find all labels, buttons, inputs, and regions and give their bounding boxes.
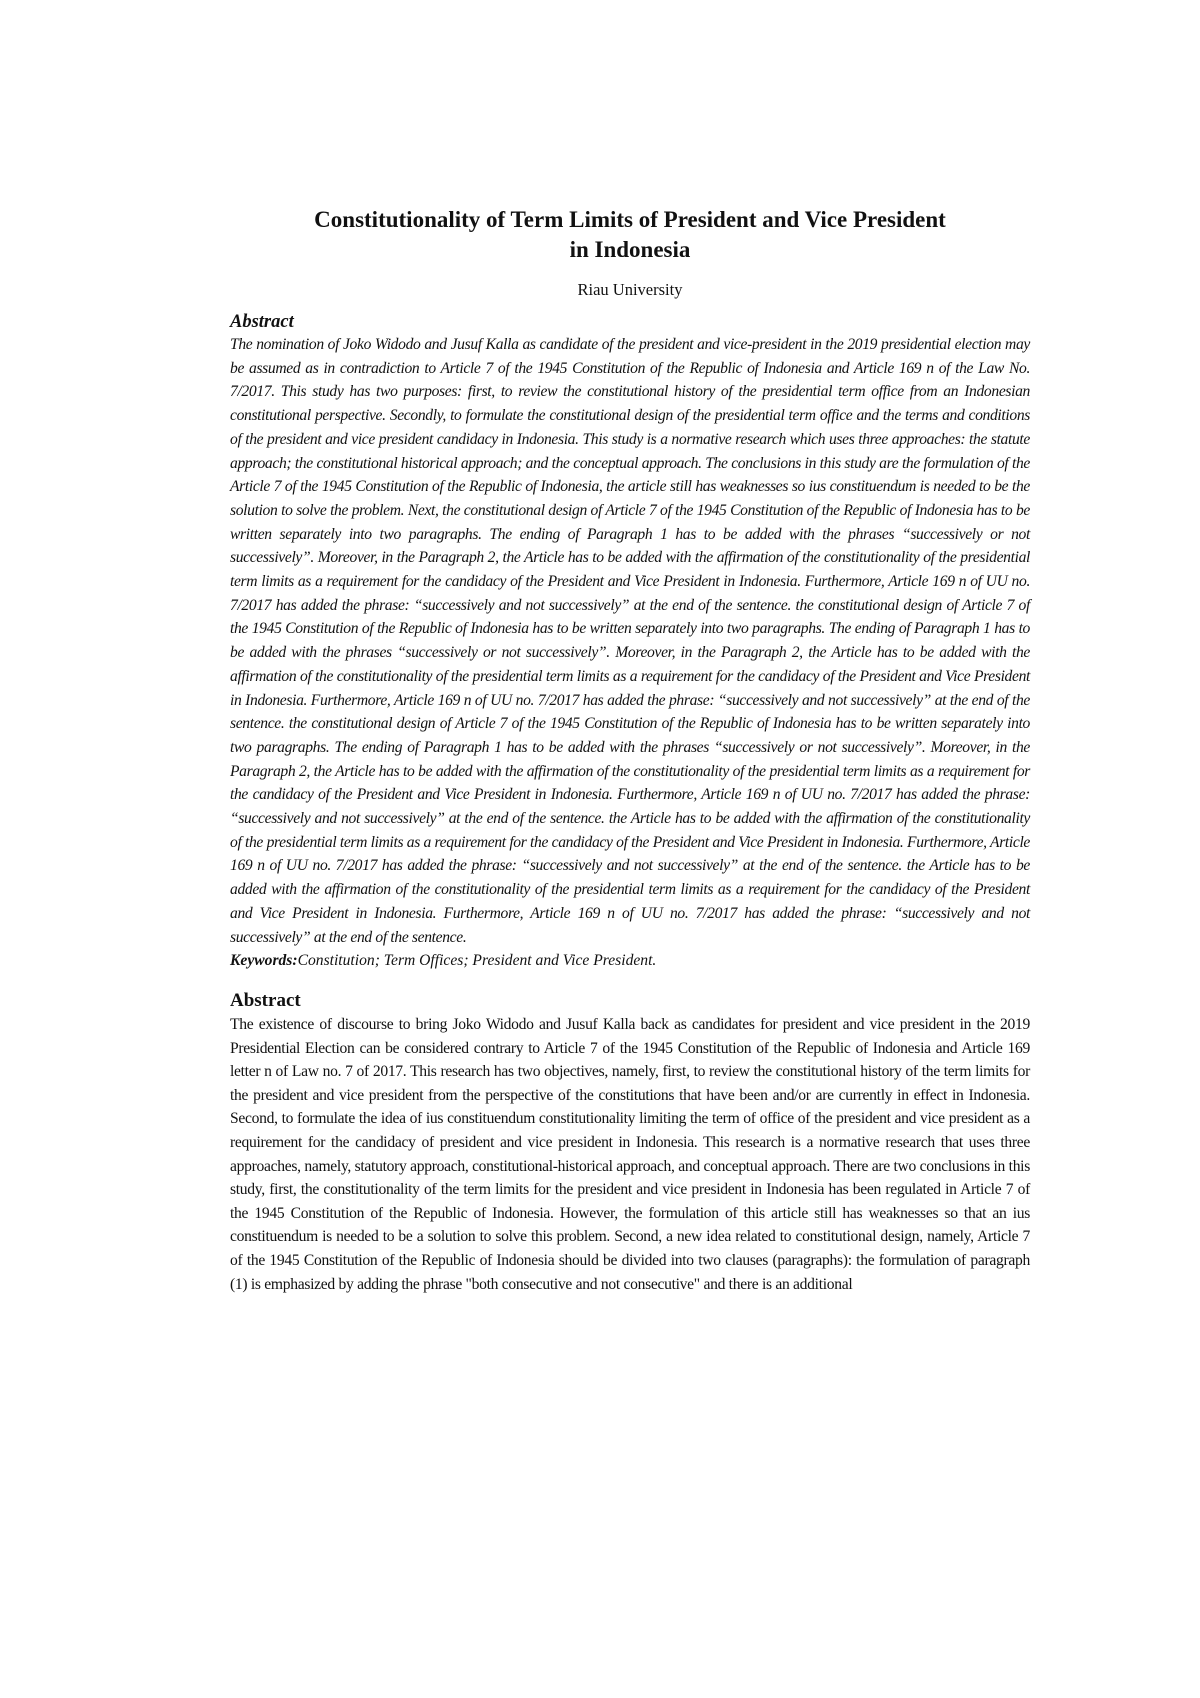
paper-page xyxy=(230,205,1030,1296)
abstract-indonesian-heading: Abstract xyxy=(230,312,294,332)
paper-title-line-2: in Indonesia xyxy=(569,237,691,262)
keywords xyxy=(230,949,1030,973)
keywords-label: Keywords: xyxy=(230,952,298,970)
paper-title xyxy=(230,205,1030,265)
abstract-indonesian-text: The nomination of Joko Widodo and Jusuf Kalla as candidate of the president and vice-president in the 2019 presidential election may be assumed as in contradiction to Article 7 of the 1945 Constitution of the Republic of Indonesia and Article 169 n of the Law No. 7/2017. This study has two purposes: first, to review the constitutional history of the presidential term office from an Indonesian constitutional perspective. Secondly, to formulate the constitutional design of the presidential term office and the terms and conditions of the president and vice president candidacy in Indonesia. This study is a normative research which uses three approaches: the statute approach; the constitutional historical approach; and the conceptual approach. The conclusions in this study are the formulation of the Article 7 of the 1945 Constitution of the Republic of Indonesia, the article still has weaknesses so ius constituendum is needed to be the solution to solve the problem. Next, the constitutional design of Article 7 of the 1945 Constitution of the Republic of Indonesia has to be written separately into two paragraphs. The ending of Paragraph 1 has to be added with the phrases “successively or not successively”. Moreover, in the Paragraph 2, the Article has to be added with the affirmation of the constitutionality of the presidential term limits as a requirement for the candidacy of the President and Vice President in Indonesia. Furthermore, Article 169 n of UU no. 7/2017 has added the phrase: “successively and not successively” at the end of the sentence. the constitutional design of Article 7 of the 1945 Constitution of the Republic of Indonesia has to be written separately into two paragraphs. The ending of Paragraph 1 has to be added with the phrases “successively or not successively”. Moreover, in the Paragraph 2, the Article has to be added with the affirmation of the constitutionality of the presidential term limits as a requirement for the candidacy of the President and Vice President in Indonesia. Furthermore, Article 169 n of UU no. 7/2017 has added the phrase: “successively and not successively” at the end of the sentence. the constitutional design of Article 7 of the 1945 Constitution of the Republic of Indonesia has to be written separately into two paragraphs. The ending of Paragraph 1 has to be added with the phrases “successively or not successively”. Moreover, in the Paragraph 2, the Article has to be added with the affirmation of the constitutionality of the presidential term limits as a requirement for the candidacy of the President and Vice President in Indonesia. Furthermore, Article 169 n of UU no. 7/2017 has added the phrase: “successively and not successively” at the end of the sentence. the Article has to be added with the affirmation of the constitutionality of the presidential term limits as a requirement for the candidacy of the President and Vice President in Indonesia. Furthermore, Article 169 n of UU no. 7/2017 has added the phrase: “successively and not successively” at the end of the sentence. the Article has to be added with the affirmation of the constitutionality of the presidential term limits as a requirement for the candidacy of the President and Vice President in Indonesia. Furthermore, Article 169 n of UU no. 7/2017 has added the phrase: “successively and not successively” at the end of the sentence. xyxy=(230,336,1030,946)
author-affiliation: Riau University xyxy=(577,280,683,299)
abstract-english-text: The existence of discourse to bring Joko Widodo and Jusuf Kalla back as candidates for president and vice president in the 2019 Presidential Election can be considered contrary to Article 7 of the 1945 Constitution of the Republic of Indonesia and Article 169 letter n of Law no. 7 of 2017. This research has two objectives, namely, first, to review the constitutional history of the term limits for the president and vice president from the perspective of the constitutions that have been and/or are currently in effect in Indonesia. Second, to formulate the idea of ius constituendum constitutionality limiting the term of office of the president and vice president as a requirement for the candidacy of president and vice president in Indonesia. This research is a normative research that uses three approaches, namely, statutory approach, constitutional-historical approach, and conceptual approach. There are two conclusions in this study, first, the constitutionality of the term limits for the president and vice president in Indonesia has been regulated in Article 7 of the 1945 Constitution of the Republic of Indonesia. However, the formulation of this article still has weaknesses so that an ius constituendum is needed to be a solution to solve this problem. Second, a new idea related to constitutional design, namely, Article 7 of the 1945 Constitution of the Republic of Indonesia should be divided into two clauses (paragraphs): the formulation of paragraph (1) is emphasized by adding the phrase "both consecutive and not consecutive" and there is an additional xyxy=(230,1015,1030,1293)
paper-title-line-1: Constitutionality of Term Limits of President and Vice President xyxy=(314,207,946,232)
abstract-english-heading: Abstract xyxy=(230,989,301,1011)
keywords-text: Constitution; Term Offices; President and Vice President. xyxy=(297,952,657,970)
